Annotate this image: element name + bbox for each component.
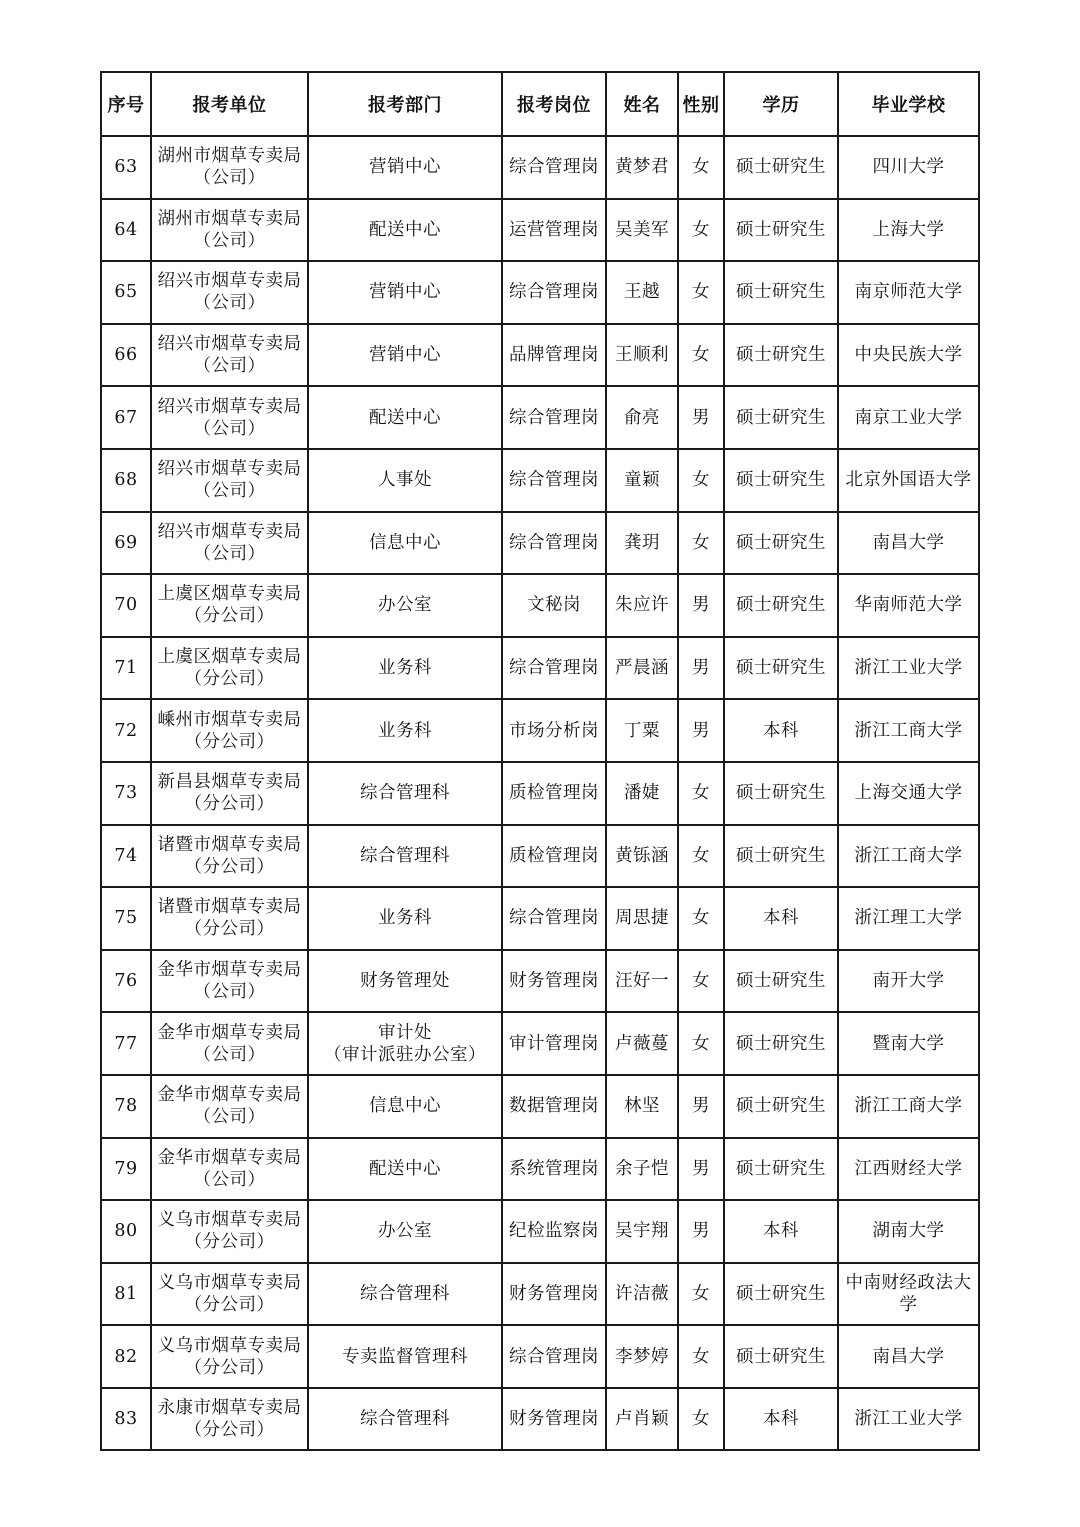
gender-cell: 男	[678, 699, 724, 762]
education-cell: 本科	[724, 1200, 838, 1263]
header-cell: 性别	[678, 72, 724, 136]
position-cell: 综合管理岗	[502, 261, 606, 324]
unit-cell-line: （分公司）	[184, 1357, 275, 1378]
gender-cell: 女	[678, 1325, 724, 1388]
position-cell: 综合管理岗	[502, 637, 606, 700]
serial-number-cell: 81	[101, 1263, 151, 1326]
school-cell-line: 中南财经政法大	[845, 1272, 972, 1293]
gender-cell: 女	[678, 136, 724, 199]
name-cell: 王越	[606, 261, 678, 324]
department-cell-line: 综合管理科	[360, 1283, 450, 1304]
school-cell	[838, 1012, 979, 1075]
education-cell: 硕士研究生	[724, 1263, 838, 1326]
serial-number-cell: 83	[101, 1388, 151, 1451]
department-cell-line: 信息中心	[369, 1096, 441, 1117]
unit-cell-line: 义乌市烟草专卖局	[157, 1272, 302, 1293]
school-cell	[838, 762, 979, 825]
name-cell: 李梦婷	[606, 1325, 678, 1388]
serial-number-cell: 64	[101, 199, 151, 262]
table-row	[101, 199, 979, 262]
unit-cell-line: （公司）	[193, 543, 266, 564]
unit-cell-line: 新昌县烟草专卖局	[157, 772, 302, 793]
department-cell	[308, 261, 502, 324]
department-cell-line: 办公室	[378, 1221, 432, 1242]
serial-number-cell: 72	[101, 699, 151, 762]
position-cell: 质检管理岗	[502, 825, 606, 888]
gender-cell: 女	[678, 512, 724, 575]
department-cell	[308, 1138, 502, 1201]
unit-cell	[151, 136, 308, 199]
name-cell: 丁粟	[606, 699, 678, 762]
name-cell: 吴美军	[606, 199, 678, 262]
school-cell	[838, 1325, 979, 1388]
serial-number-cell: 63	[101, 136, 151, 199]
unit-cell-line: （分公司）	[184, 856, 275, 877]
unit-cell	[151, 637, 308, 700]
position-cell: 财务管理岗	[502, 1388, 606, 1451]
department-cell-line: 信息中心	[369, 532, 441, 553]
table-row	[101, 512, 979, 575]
school-cell-line: 华南师范大学	[854, 595, 963, 616]
name-cell: 黄梦君	[606, 136, 678, 199]
serial-number-cell: 70	[101, 574, 151, 637]
education-cell: 硕士研究生	[724, 637, 838, 700]
department-cell-line: 业务科	[378, 720, 432, 741]
unit-cell-line: 金华市烟草专卖局	[157, 1147, 302, 1168]
unit-cell-line: （公司）	[193, 418, 266, 439]
serial-number-cell: 78	[101, 1075, 151, 1138]
unit-cell-line: （分公司）	[184, 1294, 275, 1315]
education-cell: 硕士研究生	[724, 386, 838, 449]
unit-cell	[151, 1325, 308, 1388]
table-row	[101, 386, 979, 449]
school-cell-line: 南京工业大学	[854, 407, 963, 428]
table-row	[101, 950, 979, 1013]
unit-cell-line: （分公司）	[184, 794, 275, 815]
education-cell: 硕士研究生	[724, 199, 838, 262]
unit-cell-line: 义乌市烟草专卖局	[157, 1210, 302, 1231]
school-cell-line: 浙江工商大学	[854, 1096, 963, 1117]
education-cell: 硕士研究生	[724, 449, 838, 512]
education-cell: 硕士研究生	[724, 1325, 838, 1388]
serial-number-cell: 76	[101, 950, 151, 1013]
table-row	[101, 887, 979, 950]
unit-cell-line: （公司）	[193, 1107, 266, 1128]
school-cell-line: 湖南大学	[872, 1221, 945, 1242]
department-cell	[308, 512, 502, 575]
department-cell	[308, 637, 502, 700]
department-cell-line: 业务科	[378, 658, 432, 679]
department-cell-line: 营销中心	[369, 345, 441, 366]
gender-cell: 女	[678, 324, 724, 387]
department-cell	[308, 1263, 502, 1326]
unit-cell	[151, 1263, 308, 1326]
name-cell: 卢肖颖	[606, 1388, 678, 1451]
gender-cell: 女	[678, 449, 724, 512]
name-cell: 童颖	[606, 449, 678, 512]
unit-cell-line: 湖州市烟草专卖局	[157, 208, 302, 229]
unit-cell	[151, 449, 308, 512]
unit-cell-line: （公司）	[193, 293, 266, 314]
school-cell	[838, 1263, 979, 1326]
education-cell: 硕士研究生	[724, 324, 838, 387]
unit-cell	[151, 261, 308, 324]
school-cell-line: 南昌大学	[872, 1346, 945, 1367]
unit-cell-line: 湖州市烟草专卖局	[157, 146, 302, 167]
school-cell-line: 南开大学	[872, 971, 945, 992]
department-cell-line: 营销中心	[369, 157, 441, 178]
education-cell: 本科	[724, 887, 838, 950]
header-cell: 姓名	[606, 72, 678, 136]
school-cell-line: 江西财经大学	[854, 1158, 963, 1179]
gender-cell: 男	[678, 1075, 724, 1138]
department-cell-line: 配送中心	[369, 1158, 441, 1179]
name-cell: 许洁薇	[606, 1263, 678, 1326]
education-cell: 硕士研究生	[724, 825, 838, 888]
position-cell: 综合管理岗	[502, 386, 606, 449]
school-cell	[838, 199, 979, 262]
name-cell: 汪好一	[606, 950, 678, 1013]
department-cell-line: 配送中心	[369, 219, 441, 240]
unit-cell-line: （分公司）	[184, 1420, 275, 1441]
unit-cell	[151, 1138, 308, 1201]
unit-cell-line: （公司）	[193, 168, 266, 189]
school-cell-line: 浙江理工大学	[854, 908, 963, 929]
unit-cell-line: （分公司）	[184, 731, 275, 752]
unit-cell-line: （分公司）	[184, 1232, 275, 1253]
header-cell: 学历	[724, 72, 838, 136]
name-cell: 黄铄涵	[606, 825, 678, 888]
department-cell	[308, 887, 502, 950]
gender-cell: 男	[678, 574, 724, 637]
school-cell	[838, 574, 979, 637]
school-cell	[838, 887, 979, 950]
education-cell: 本科	[724, 699, 838, 762]
department-cell-line: 营销中心	[369, 282, 441, 303]
gender-cell: 女	[678, 1012, 724, 1075]
table-row	[101, 449, 979, 512]
header-cell: 序号	[101, 72, 151, 136]
department-cell-line: 财务管理处	[360, 971, 450, 992]
unit-cell-line: 上虞区烟草专卖局	[157, 647, 302, 668]
gender-cell: 女	[678, 825, 724, 888]
department-cell-line: 配送中心	[369, 407, 441, 428]
unit-cell-line: 诸暨市烟草专卖局	[157, 834, 302, 855]
department-cell	[308, 449, 502, 512]
education-cell: 硕士研究生	[724, 512, 838, 575]
department-cell	[308, 1012, 502, 1075]
school-cell	[838, 1075, 979, 1138]
department-cell-line: 综合管理科	[360, 845, 450, 866]
gender-cell: 女	[678, 1388, 724, 1451]
table-row	[101, 261, 979, 324]
position-cell: 综合管理岗	[502, 512, 606, 575]
position-cell: 质检管理岗	[502, 762, 606, 825]
unit-cell	[151, 699, 308, 762]
unit-cell-line: 绍兴市烟草专卖局	[157, 271, 302, 292]
department-cell	[308, 136, 502, 199]
school-cell	[838, 1388, 979, 1451]
unit-cell-line: （公司）	[193, 230, 266, 251]
table-row	[101, 637, 979, 700]
table-row	[101, 762, 979, 825]
department-cell	[308, 1200, 502, 1263]
unit-cell	[151, 512, 308, 575]
header-cell: 报考单位	[151, 72, 308, 136]
serial-number-cell: 75	[101, 887, 151, 950]
name-cell: 龚玥	[606, 512, 678, 575]
name-cell: 余子恺	[606, 1138, 678, 1201]
unit-cell-line: （公司）	[193, 1169, 266, 1190]
school-cell-line: 四川大学	[872, 157, 945, 178]
education-cell: 本科	[724, 1388, 838, 1451]
gender-cell: 女	[678, 199, 724, 262]
department-cell	[308, 1388, 502, 1451]
school-cell-line: 上海大学	[872, 219, 945, 240]
table-row	[101, 1325, 979, 1388]
department-cell	[308, 386, 502, 449]
gender-cell: 女	[678, 887, 724, 950]
education-cell: 硕士研究生	[724, 1075, 838, 1138]
name-cell: 吴宇翔	[606, 1200, 678, 1263]
unit-cell	[151, 887, 308, 950]
table-row	[101, 1200, 979, 1263]
position-cell: 审计管理岗	[502, 1012, 606, 1075]
school-cell-line: 浙江工商大学	[854, 720, 963, 741]
school-cell	[838, 512, 979, 575]
table-row	[101, 324, 979, 387]
unit-cell	[151, 1012, 308, 1075]
table-row	[101, 1263, 979, 1326]
position-cell: 品牌管理岗	[502, 324, 606, 387]
table-body	[101, 136, 979, 1450]
gender-cell: 男	[678, 1200, 724, 1263]
gender-cell: 男	[678, 386, 724, 449]
gender-cell: 男	[678, 1138, 724, 1201]
school-cell-line: 上海交通大学	[854, 783, 963, 804]
department-cell	[308, 324, 502, 387]
school-cell	[838, 825, 979, 888]
school-cell-line: 浙江工业大学	[854, 658, 963, 679]
unit-cell-line: 绍兴市烟草专卖局	[157, 521, 302, 542]
unit-cell	[151, 1388, 308, 1451]
unit-cell	[151, 574, 308, 637]
unit-cell-line: （公司）	[193, 982, 266, 1003]
unit-cell	[151, 324, 308, 387]
department-cell	[308, 1075, 502, 1138]
serial-number-cell: 67	[101, 386, 151, 449]
gender-cell: 女	[678, 762, 724, 825]
unit-cell-line: 绍兴市烟草专卖局	[157, 459, 302, 480]
position-cell: 财务管理岗	[502, 950, 606, 1013]
school-cell-line: 暨南大学	[872, 1033, 945, 1054]
serial-number-cell: 73	[101, 762, 151, 825]
unit-cell	[151, 1075, 308, 1138]
candidate-table	[100, 71, 980, 1451]
unit-cell-line: （公司）	[193, 1044, 266, 1065]
school-cell-line: 学	[899, 1294, 918, 1315]
name-cell: 周思捷	[606, 887, 678, 950]
serial-number-cell: 80	[101, 1200, 151, 1263]
school-cell	[838, 136, 979, 199]
unit-cell-line: （分公司）	[184, 919, 275, 940]
position-cell: 综合管理岗	[502, 449, 606, 512]
serial-number-cell: 68	[101, 449, 151, 512]
department-cell	[308, 762, 502, 825]
unit-cell	[151, 199, 308, 262]
unit-cell-line: （公司）	[193, 356, 266, 377]
position-cell: 综合管理岗	[502, 1325, 606, 1388]
position-cell: 综合管理岗	[502, 136, 606, 199]
position-cell: 系统管理岗	[502, 1138, 606, 1201]
school-cell-line: 北京外国语大学	[845, 470, 972, 491]
department-cell	[308, 825, 502, 888]
school-cell	[838, 699, 979, 762]
department-cell-line: 办公室	[378, 595, 432, 616]
school-cell	[838, 950, 979, 1013]
name-cell: 严晨涵	[606, 637, 678, 700]
unit-cell-line: 上虞区烟草专卖局	[157, 584, 302, 605]
unit-cell-line: 诸暨市烟草专卖局	[157, 897, 302, 918]
gender-cell: 女	[678, 261, 724, 324]
unit-cell-line: 金华市烟草专卖局	[157, 960, 302, 981]
education-cell: 硕士研究生	[724, 950, 838, 1013]
serial-number-cell: 79	[101, 1138, 151, 1201]
school-cell	[838, 261, 979, 324]
school-cell-line: 浙江工商大学	[854, 845, 963, 866]
department-cell	[308, 699, 502, 762]
unit-cell	[151, 1200, 308, 1263]
gender-cell: 女	[678, 1263, 724, 1326]
header-cell: 毕业学校	[838, 72, 979, 136]
school-cell	[838, 1200, 979, 1263]
table-row	[101, 574, 979, 637]
unit-cell-line: （公司）	[193, 481, 266, 502]
table-row	[101, 1138, 979, 1201]
education-cell: 硕士研究生	[724, 136, 838, 199]
department-cell	[308, 199, 502, 262]
position-cell: 财务管理岗	[502, 1263, 606, 1326]
gender-cell: 男	[678, 637, 724, 700]
education-cell: 硕士研究生	[724, 762, 838, 825]
serial-number-cell: 65	[101, 261, 151, 324]
serial-number-cell: 69	[101, 512, 151, 575]
table-row	[101, 699, 979, 762]
serial-number-cell: 74	[101, 825, 151, 888]
school-cell	[838, 324, 979, 387]
department-cell-line: 综合管理科	[360, 783, 450, 804]
education-cell: 硕士研究生	[724, 574, 838, 637]
school-cell	[838, 449, 979, 512]
education-cell: 硕士研究生	[724, 261, 838, 324]
name-cell: 潘婕	[606, 762, 678, 825]
document-sheet	[100, 71, 978, 1451]
school-cell-line: 中央民族大学	[854, 345, 963, 366]
department-cell-line: 审计处	[378, 1022, 432, 1043]
table-row	[101, 1075, 979, 1138]
unit-cell-line: 嵊州市烟草专卖局	[157, 709, 302, 730]
unit-cell-line: （分公司）	[184, 669, 275, 690]
serial-number-cell: 66	[101, 324, 151, 387]
serial-number-cell: 71	[101, 637, 151, 700]
department-cell-line: 人事处	[378, 470, 432, 491]
school-cell-line: 南京师范大学	[854, 282, 963, 303]
position-cell: 综合管理岗	[502, 887, 606, 950]
table-row	[101, 1012, 979, 1075]
name-cell: 俞亮	[606, 386, 678, 449]
school-cell	[838, 637, 979, 700]
school-cell-line: 浙江工业大学	[854, 1409, 963, 1430]
unit-cell	[151, 825, 308, 888]
education-cell: 硕士研究生	[724, 1138, 838, 1201]
unit-cell-line: 金华市烟草专卖局	[157, 1085, 302, 1106]
position-cell: 数据管理岗	[502, 1075, 606, 1138]
header-cell: 报考部门	[308, 72, 502, 136]
position-cell: 文秘岗	[502, 574, 606, 637]
department-cell-line: 业务科	[378, 908, 432, 929]
header-cell: 报考岗位	[502, 72, 606, 136]
department-cell-line: 专卖监督管理科	[342, 1346, 468, 1367]
school-cell-line: 南昌大学	[872, 532, 945, 553]
unit-cell	[151, 386, 308, 449]
unit-cell-line: 义乌市烟草专卖局	[157, 1335, 302, 1356]
unit-cell-line: 金华市烟草专卖局	[157, 1022, 302, 1043]
position-cell: 市场分析岗	[502, 699, 606, 762]
department-cell	[308, 574, 502, 637]
serial-number-cell: 77	[101, 1012, 151, 1075]
department-cell-line: （审计派驻办公室）	[324, 1044, 486, 1065]
department-cell	[308, 1325, 502, 1388]
education-cell: 硕士研究生	[724, 1012, 838, 1075]
unit-cell-line: 绍兴市烟草专卖局	[157, 396, 302, 417]
name-cell: 王顺利	[606, 324, 678, 387]
name-cell: 林坚	[606, 1075, 678, 1138]
unit-cell-line: 永康市烟草专卖局	[157, 1398, 302, 1419]
table-row	[101, 1388, 979, 1451]
unit-cell-line: 绍兴市烟草专卖局	[157, 334, 302, 355]
table-header-row	[101, 72, 979, 136]
gender-cell: 女	[678, 950, 724, 1013]
serial-number-cell: 82	[101, 1325, 151, 1388]
unit-cell	[151, 762, 308, 825]
name-cell: 朱应许	[606, 574, 678, 637]
table-row	[101, 136, 979, 199]
name-cell: 卢薇蔓	[606, 1012, 678, 1075]
table-row	[101, 825, 979, 888]
department-cell-line: 综合管理科	[360, 1409, 450, 1430]
department-cell	[308, 950, 502, 1013]
position-cell: 纪检监察岗	[502, 1200, 606, 1263]
position-cell: 运营管理岗	[502, 199, 606, 262]
unit-cell-line: （分公司）	[184, 606, 275, 627]
school-cell	[838, 386, 979, 449]
school-cell	[838, 1138, 979, 1201]
unit-cell	[151, 950, 308, 1013]
